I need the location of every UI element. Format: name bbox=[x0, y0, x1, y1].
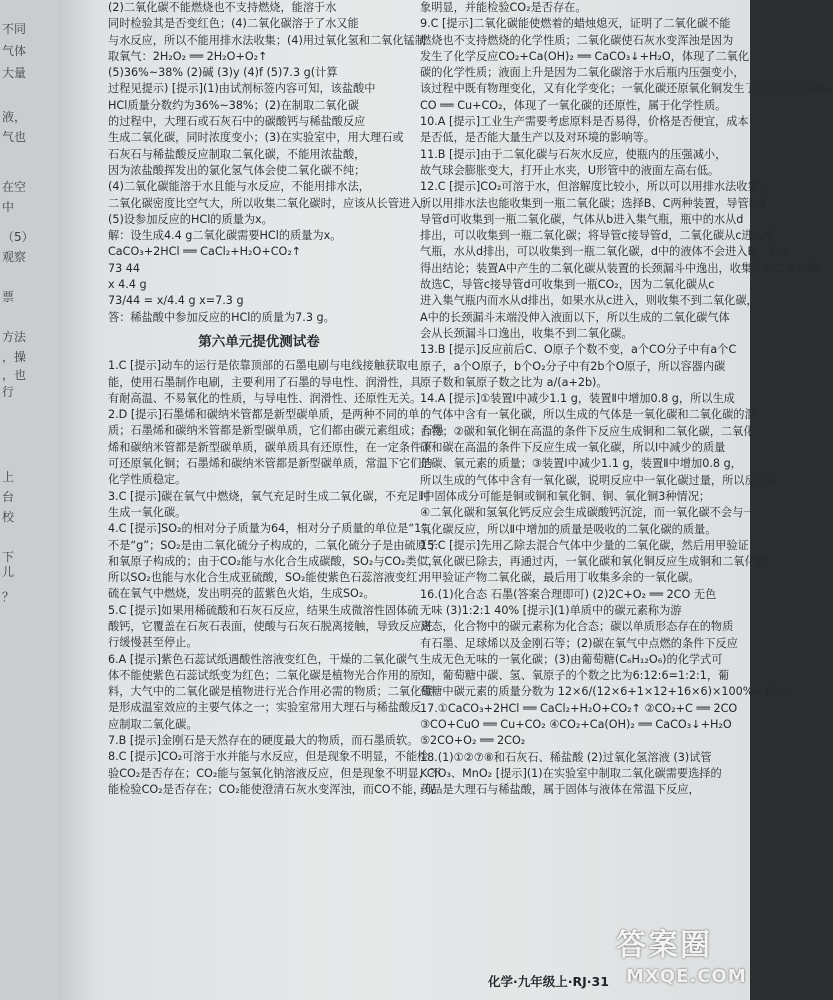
text-line: KClO₃、MnO₂ [提示](1)在实验室中制取二氧化碳需要选择的 bbox=[420, 766, 722, 780]
text-line: 可还原氧化铜；石墨烯和碳纳米管都是新型碳单质，常温下它们的 bbox=[108, 457, 433, 471]
text-line: 4.C [提示]SO₂的相对分子质量为64，相对分子质量的单位是“1”， bbox=[108, 522, 439, 536]
text-line: 10.A [提示]工业生产需要考虑原料是否易得，价格是否便宜，成本 bbox=[420, 115, 749, 129]
left-page-fragment: 方法 bbox=[2, 330, 27, 344]
text-line: 16.(1)化合态 石墨(答案合理即可) (2)2C+O₂ ══ 2CO 无色 bbox=[420, 587, 717, 601]
text-line: ⑤2CO+O₂ ══ 2CO₂ bbox=[420, 734, 526, 748]
text-line: 离态，化合物中的碳元素称为化合态；碳以单质形态存在的物质 bbox=[420, 620, 734, 634]
text-line: 故气球会膨胀变大，打开止水夹，U形管中的液面左高右低。 bbox=[420, 163, 720, 177]
watermark-text: 答案圈 bbox=[616, 928, 712, 963]
text-line: 能检验CO₂是否存在；CO₂能使澄清石灰水变浑浊，而CO不能，现 bbox=[108, 782, 436, 796]
left-page-fragment: 液， bbox=[2, 110, 27, 124]
text-line: 14.A [提示]①装置Ⅰ中减少1.1 g，装置Ⅱ中增加0.8 g，所以生成 bbox=[420, 392, 735, 406]
text-line: 6.A [提示]紫色石蕊试纸遇酸性溶液变红色，干燥的二氧化碳气 bbox=[108, 652, 419, 666]
left-page-fragment: ？ bbox=[2, 590, 15, 604]
section-heading: 第六单元提优测试卷 bbox=[198, 333, 320, 350]
left-page-fragment: 观察 bbox=[2, 250, 27, 264]
text-line: 应制取二氧化碳。 bbox=[108, 717, 198, 731]
text-line: Ⅰ中固体成分可能是铜或铜和氧化铜、铜、氧化铜3种情况； bbox=[420, 489, 711, 503]
left-column bbox=[108, 0, 444, 798]
text-line: 碳和碳在高温的条件下反应生成一氧化碳，所以Ⅰ中减少的质量 bbox=[420, 441, 726, 455]
text-line: 得出结论；装置A中产生的二氧化碳从装置的长颈漏斗中逸出，收集不到二氧化碳， bbox=[420, 261, 831, 275]
text-line: HCl质量分数约为36%~38%；(2)在制取二氧化碳 bbox=[108, 98, 359, 112]
text-line: 该过程中既有物理变化，又有化学变化；一氧化碳还原氧化铜发生了化学反应CuO+ bbox=[420, 82, 833, 96]
text-line: 药品是大理石与稀盐酸，属于固体与液体在常温下反应， bbox=[420, 783, 700, 797]
text-line: 导管d可收集到一瓶二氧化碳，气体从b进入集气瓶，瓶中的水从d bbox=[420, 212, 744, 226]
text-line: 是否低，是否能大量生产以及对环境的影响等。 bbox=[420, 131, 655, 145]
text-line: 原子数和氧原子数之比为 a/(a+2b)。 bbox=[420, 375, 608, 389]
left-page-fragment: 儿 bbox=[2, 565, 15, 579]
text-line: 9.C [提示]二氧化碳能使燃着的蜡烛熄灭，证明了二氧化碳不能 bbox=[420, 17, 731, 31]
text-line: 17.①CaCO₃+2HCl ══ CaCl₂+H₂O+CO₂↑ ②CO₂+C ══ 2CO bbox=[420, 701, 738, 715]
left-page-fragment: 气体 bbox=[2, 44, 27, 58]
text-line: 的气体中含有一氧化碳，所以生成的气体是一氧化碳和二氧化碳的混 bbox=[420, 408, 756, 422]
text-line: 73 44 bbox=[108, 261, 141, 275]
text-line: 排出，可以收集到一瓶二氧化碳；将导管c接导管d，二氧化碳从c进入集 bbox=[420, 229, 776, 243]
text-line: 18.(1)①②⑦⑧和石灰石、稀盐酸 (2)过氧化氢溶液 (3)试管 bbox=[420, 750, 712, 764]
text-line: 萄糖中碳元素的质量分数为 12×6/(12×6+1×12+16×6)×100%=40%。 bbox=[420, 685, 799, 699]
text-line: 进入集气瓶内而水从d排出，如果水从c进入，则收集不到二氧化碳， bbox=[420, 294, 758, 308]
text-line: 化学性质稳定。 bbox=[108, 473, 187, 487]
text-line: 取氧气：2H₂O₂ ══ 2H₂O+O₂↑ bbox=[108, 49, 268, 63]
text-line: 不是“g”；SO₂是由二氧化硫分子构成的，二氧化硫分子是由硫原子 bbox=[108, 538, 438, 552]
left-page-fragment: 行 bbox=[2, 385, 15, 399]
left-page-fragment: 不同 bbox=[2, 22, 27, 36]
watermark-url: MXQE.COM bbox=[626, 966, 747, 987]
text-line: 所以生成的气体中含有一氧化碳，说明反应中一氧化碳过量，所以反应后 bbox=[420, 473, 779, 487]
text-line: (4)二氧化碳能溶于水且能与水反应，不能用排水法， bbox=[108, 180, 370, 194]
right-column bbox=[420, 0, 833, 799]
text-line: 象明显，并能检验CO₂是否存在。 bbox=[420, 1, 587, 14]
text-line: CO ══ Cu+CO₂，体现了一氧化碳的还原性，属于化学性质。 bbox=[420, 98, 727, 112]
text-line: 生成无色无味的一氧化碳；(3)由葡萄糖(C₆H₁₂O₆)的化学式可 bbox=[420, 652, 723, 666]
page-footer: 化学·九年级上·RJ·31 bbox=[488, 974, 609, 989]
watermark-logo bbox=[612, 918, 747, 996]
text-line: 合物；②碳和氧化铜在高温的条件下反应生成铜和二氧化碳，二氧化 bbox=[420, 424, 755, 438]
left-page-fragment: 中 bbox=[2, 200, 15, 214]
text-line: 二氧化碳密度比空气大，所以收集二氧化碳时，应该从长管进入； bbox=[108, 196, 433, 210]
left-page-fragment: ，也 bbox=[2, 368, 27, 382]
text-line: 有石墨、足球烯以及金刚石等；(2)碳在氧气中点燃的条件下反应 bbox=[420, 636, 738, 650]
left-page-fragment: 大量 bbox=[2, 66, 27, 80]
text-line: 5.C [提示]如果用稀硫酸和石灰石反应，结果生成微溶性固体硫 bbox=[108, 603, 419, 617]
text-line: (5)36%~38% (2)碱 (3)y (4)f (5)7.3 g(计算 bbox=[108, 66, 338, 80]
text-line: 的过程中，大理石或石灰石中的碳酸钙与稀盐酸反应 bbox=[108, 115, 366, 129]
left-page-fragment: 上 bbox=[2, 470, 15, 484]
text-line: 15.C [提示]先用乙除去混合气体中少量的二氧化碳，然后用甲验证 bbox=[420, 538, 749, 552]
left-page-edge bbox=[0, 0, 58, 1000]
text-line: 2.D [提示]石墨烯和碳纳米管都是新型碳单质，是两种不同的单 bbox=[108, 408, 420, 422]
left-page-fragment: （5） bbox=[2, 230, 34, 244]
text-line: 因为浓盐酸挥发出的氯化氢气体会使二氧化碳不纯； bbox=[108, 163, 366, 177]
text-line: 13.B [提示]反应前后C、O原子个数不变，a个CO分子中有a个C bbox=[420, 343, 737, 357]
text-line: (2)二氧化碳不能燃烧也不支持燃烧，能溶于水 bbox=[108, 1, 337, 14]
text-line: 故选C，导管c接导管d可收集到一瓶CO₂，因为二氧化碳从c bbox=[420, 278, 715, 292]
text-line: 1.C [提示]动车的运行是依靠顶部的石墨电刷与电线接触获取电 bbox=[108, 359, 419, 373]
text-line: CaCO₃+2HCl ══ CaCl₂+H₂O+CO₂↑ bbox=[108, 245, 302, 259]
text-line: 质；石墨烯和碳纳米管都是新型碳单质，它们都由碳元素组成；石墨 bbox=[108, 424, 444, 438]
text-line: 燃烧也不支持燃烧的化学性质；二氧化碳使石灰水变浑浊是因为 bbox=[420, 33, 734, 47]
text-line: 体不能使紫色石蕊试纸变为红色；二氧化碳是植物光合作用的原 bbox=[108, 668, 422, 682]
text-line: 原子，a个O原子，b个O₂分子中有2b个O原子，所以容器内碳 bbox=[420, 359, 726, 373]
text-line: 是碳、氧元素的质量；③装置Ⅰ中减少1.1 g，装置Ⅱ中增加0.8 g， bbox=[420, 457, 742, 471]
left-page-fragment: 台 bbox=[2, 490, 15, 504]
text-line: 料，大气中的二氧化碳是植物进行光合作用必需的物质；二氧化碳 bbox=[108, 685, 433, 699]
text-line: 生成一氧化碳。 bbox=[108, 505, 187, 519]
text-line: 石灰石与稀盐酸反应制取二氧化碳，不能用浓盐酸， bbox=[108, 147, 366, 161]
text-line: 氧化碳反应，所以Ⅱ中增加的质量是吸收的二氧化碳的质量。 bbox=[420, 522, 717, 536]
text-line: 和氧原子构成的；由于CO₂能与水化合生成碳酸，SO₂与CO₂类似， bbox=[108, 554, 440, 568]
text-line: 酸钙，它覆盖在石灰石表面，使酸与石灰石脱离接触，导致反应进 bbox=[108, 619, 433, 633]
text-line: x 4.4 g bbox=[108, 278, 147, 292]
text-line: 会从长颈漏斗口逸出，收集不到二氧化碳。 bbox=[420, 326, 633, 340]
text-line: 答：稀盐酸中参加反应的HCl的质量为7.3 g。 bbox=[108, 310, 335, 324]
text-line: 发生了化学反应CO₂+Ca(OH)₂ ══ CaCO₃↓+H₂O，体现了二氧化 bbox=[420, 49, 750, 63]
text-line: 同时检验其是否变红色；(4)二氧化碳溶于了水又能 bbox=[108, 17, 359, 31]
text-line: 烯和碳纳米管都是新型碳单质，碳单质具有还原性，在一定条件下 bbox=[108, 440, 433, 454]
text-line: A中的长颈漏斗末端没伸入液面以下，所以生成的二氧化碳气体 bbox=[420, 310, 730, 324]
text-line: 7.B [提示]金刚石是天然存在的硬度最大的物质，而石墨质软。 bbox=[108, 734, 419, 748]
text-line: 能，使用石墨制作电刷，主要利用了石墨的导电性、润滑性，具 bbox=[108, 375, 422, 389]
answer-page bbox=[58, 0, 833, 1000]
left-page-fragment: 下 bbox=[2, 550, 15, 564]
text-line: 所以用排水法也能收集到一瓶二氧化碳；选择B、C两种装置，导管b接 bbox=[420, 196, 768, 210]
text-line: ③CO+CuO ══ Cu+CO₂ ④CO₂+Ca(OH)₂ ══ CaCO₃↓+H₂O bbox=[420, 718, 732, 732]
text-line: 无味 (3)1:2:1 40% [提示](1)单质中的碳元素称为游 bbox=[420, 603, 682, 617]
text-line: 气瓶，水从d排出，可以收集到一瓶二氧化碳，d中的液体不会进入B，无法 bbox=[420, 245, 789, 259]
text-line: 3.C [提示]碳在氧气中燃烧，氧气充足时生成二氧化碳，不充足时 bbox=[108, 489, 430, 503]
text-line: ④二氧化碳和氢氧化钙反应会生成碳酸钙沉淀，而一氧化碳不会与一 bbox=[420, 506, 755, 520]
text-line: 有耐高温、不易氧化的性质，与导电性、润滑性、还原性无关。 bbox=[108, 391, 422, 405]
text-line: 与水反应，所以不能用排水法收集；(4)用过氧化氢和二氧化锰制 bbox=[108, 33, 426, 47]
text-line: 碳的化学性质；液面上升是因为二氧化碳溶于水后瓶内压强变小， bbox=[420, 66, 745, 80]
text-line: 12.C [提示]CO₂可溶于水，但溶解度比较小，所以可以用排水法收集； bbox=[420, 180, 770, 194]
text-line: 知，葡萄糖中碳、氢、氧原子的个数之比为6:12:6=1:2:1，葡 bbox=[420, 669, 730, 683]
text-line: 生成二氧化碳，同时浓度变小；(3)在实验室中，用大理石或 bbox=[108, 131, 404, 145]
text-line: 是形成温室效应的主要气体之一；实验室常用大理石与稀盐酸反 bbox=[108, 701, 422, 715]
text-line: 解：设生成4.4 g二氧化碳需要HCl的质量为x。 bbox=[108, 229, 342, 243]
text-line: 11.B [提示]由于二氧化碳与石灰水反应，使瓶内的压强减小， bbox=[420, 147, 727, 161]
left-page-fragment: 票 bbox=[2, 290, 15, 304]
left-page-fragment: ，操 bbox=[2, 350, 27, 364]
text-line: 用甲验证产物二氧化碳，最后用丁收集多余的一氧化碳。 bbox=[420, 571, 700, 585]
text-line: 73/44 = x/4.4 g x=7.3 g bbox=[108, 294, 244, 308]
text-line: 所以SO₂也能与水化合生成亚硫酸，SO₂能使紫色石蕊溶液变红； bbox=[108, 571, 429, 585]
text-line: 验CO₂是否存在；CO₂能与氢氧化钠溶液反应，但是现象不明显，不 bbox=[108, 766, 442, 780]
text-line: 二氧化碳已除去，再通过丙，一氧化碳和氧化铜反应生成铜和二氧化碳， bbox=[420, 555, 779, 569]
text-line: 行缓慢甚至停止。 bbox=[108, 636, 198, 650]
left-page-fragment: 在空 bbox=[2, 180, 27, 194]
text-line: (5)设参加反应的HCl的质量为x。 bbox=[108, 212, 273, 226]
text-line: 硫在氧气中燃烧，发出明亮的蓝紫色火焰，生成SO₂。 bbox=[108, 587, 375, 601]
left-page-fragment: 校 bbox=[2, 510, 15, 524]
text-line: 过程见提示) [提示](1)由试剂标签内容可知，该盐酸中 bbox=[108, 82, 376, 96]
left-page-fragment: 气也 bbox=[2, 130, 27, 144]
text-line: 8.C [提示]CO₂可溶于水并能与水反应，但是现象不明显，不能检 bbox=[108, 750, 429, 764]
